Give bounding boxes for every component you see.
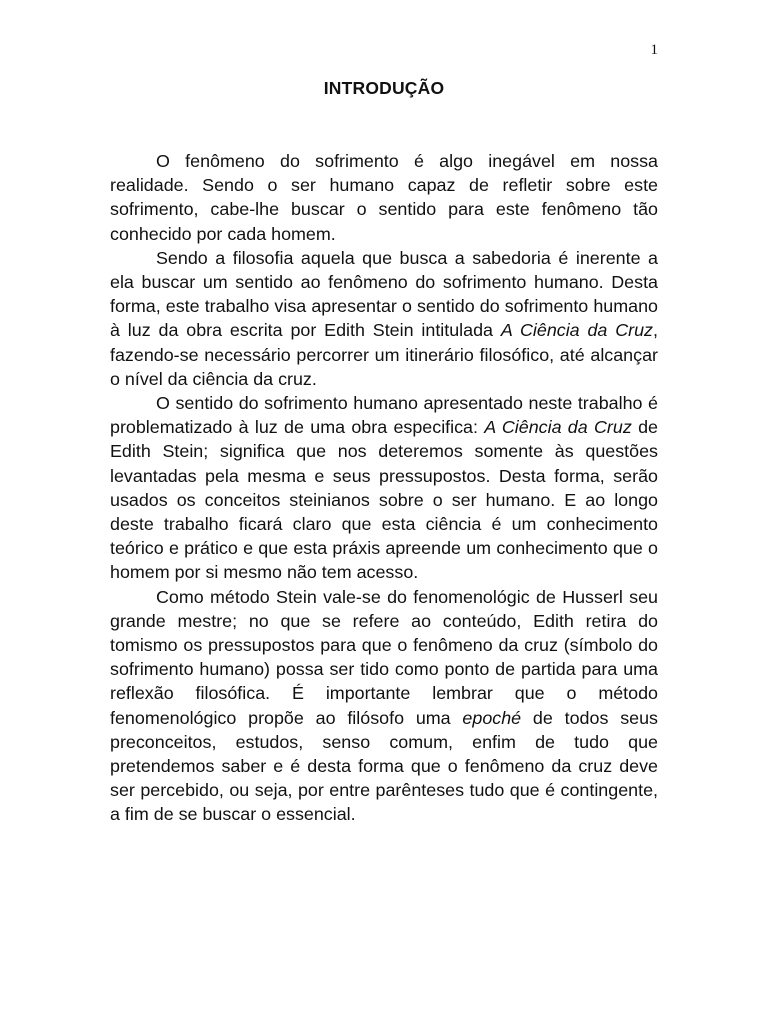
paragraph-3 [110,391,658,585]
paragraph-4-text-1: Como método Stein vale-se do fenomenológic de Husserl seu grande mestre; no que se refere ao conteúdo, Edith retira do tomismo os pressupostos para que o fenômeno da cruz (símbolo do sofrimento humano) possa ser tido como ponto de partida para uma reflexão filosófica. É importante lembrar que o método fenomenológico propõe ao filósofo uma [110,586,658,728]
paragraph-4 [110,585,658,827]
paragraph-3-book-title: A Ciência da Cruz [484,417,632,438]
paragraph-4-term-epoche: epoché [462,707,522,728]
page-number: 1 [650,42,658,58]
paragraph-2-text-1: Sendo a filosofia aquela que busca a sabedoria é inerente a ela buscar um sentido ao fenômeno do sofrimento humano. Desta forma, este trabalho visa apresentar o sentido do sofrimento humano à luz da obra escrita por Edith Stein intitulada [110,247,658,341]
paragraph-3-text-2: de Edith Stein; significa que nos deteremos somente às questões levantadas pela mesma e seus pressupostos. Desta forma, serão usados os conceitos steinianos sobre o ser humano. E ao longo deste trabalho ficará claro que esta ciência é um conhecimento teórico e prático e que esta práxis apreende um conhecimento que o homem por si mesmo não tem acesso. [110,417,658,583]
paragraph-1-text-1: O fenômeno do sofrimento é algo inegável em nossa realidade. Sendo o ser humano capaz de refletir sobre este sofrimento, cabe-lhe buscar o sentido para este fenômeno tão conhecido por cada homem. [110,151,658,244]
paragraph-1 [110,149,658,246]
paragraph-2 [110,246,658,391]
paragraph-2-text-2: , fazendo-se necessário percorrer um itinerário filosófico, até alcançar o nível da ciência da cruz. [110,320,658,389]
page-title: INTRODUÇÃO [323,78,445,98]
paragraph-2-book-title: A Ciência da Cruz [500,320,653,341]
paragraph-3-text-1: O sentido do sofrimento humano apresentado neste trabalho é problematizado à luz de uma obra especifica: [110,393,658,438]
paragraph-4-text-2: de todos seus preconceitos, estudos, senso comum, enfim de tudo que pretendemos saber e é desta forma que o fenômeno da cruz deve ser percebido, ou seja, por entre parênteses tudo que é contingente, a fim de se buscar o essencial. [110,707,658,825]
body-text [110,149,658,827]
